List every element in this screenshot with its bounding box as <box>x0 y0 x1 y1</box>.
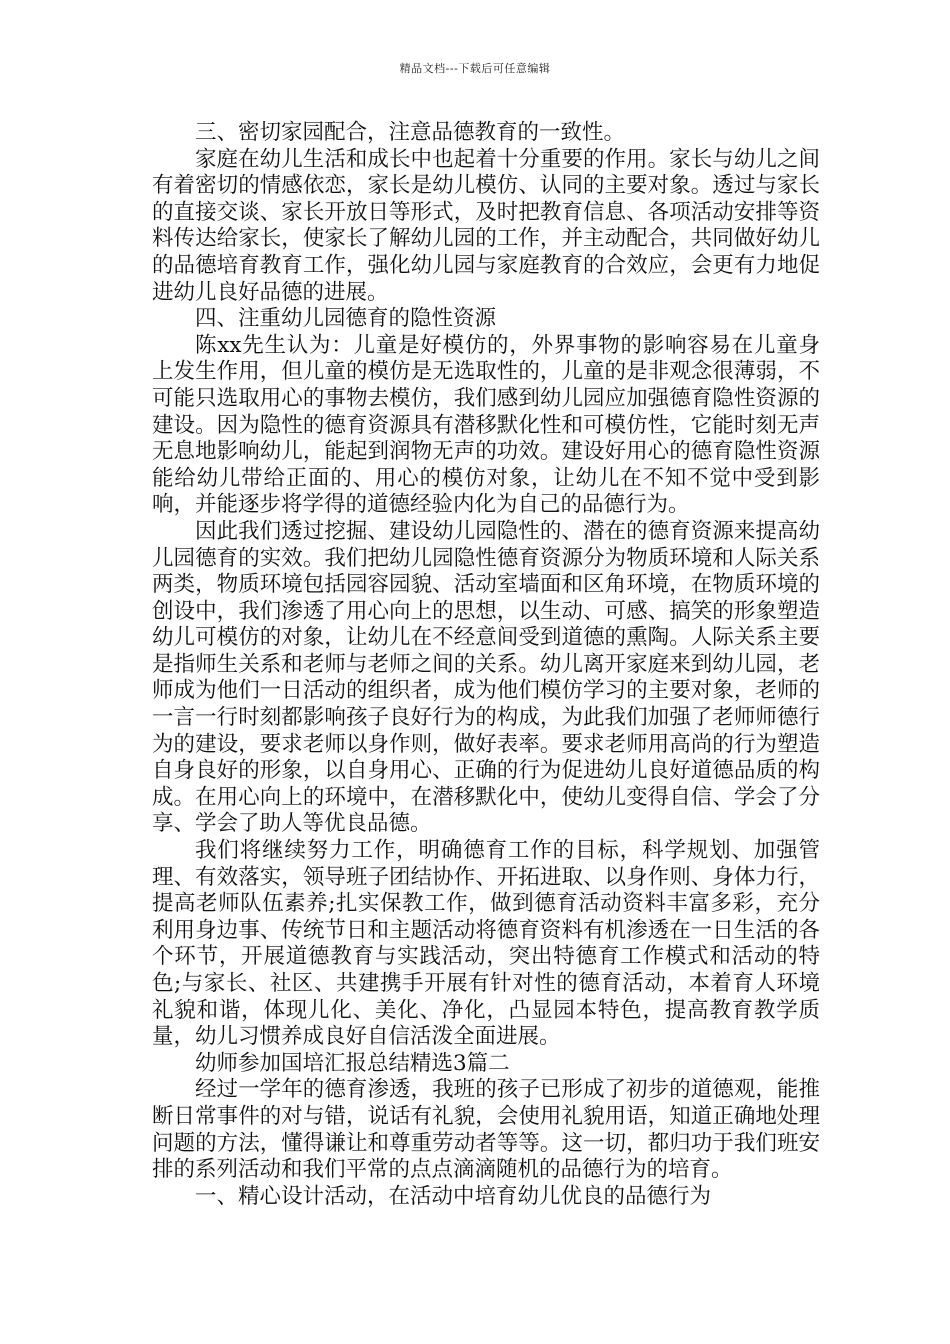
paragraph: 因此我们透过挖掘、建设幼儿园隐性的、潜在的德育资源来提高幼儿园德育的实效。我们把幼儿园隐性德育资源分为物质环境和人际关系两类，物质环境包括园容园貌、活动室墙面和区角环境，在物质环境的创设中，我们渗透了用心向上的思想，以生动、可感、搞笑的形象塑造幼儿可模仿的对象，让幼儿在不经意间受到道德的熏陶。人际关系主要是指师生关系和老师与老师之间的关系。幼儿离开家庭来到幼儿园，老师成为他们一日活动的组织者，成为他们模仿学习的主要对象，老师的一言一行时刻都影响孩子良好行为的构成，为此我们加强了老师师德行为的建设，要求老师以身作则，做好表率。要求老师用高尚的行为塑造自身良好的形象，以自身用心、正确的行为促进幼儿良好道德品质的构成。在用心向上的环境中，在潜移默化中，使幼儿变得自信、学会了分享、学会了助人等优良品德。 <box>152 518 820 837</box>
section-heading-3: 三、密切家园配合，注意品德教育的一致性。 <box>195 120 626 145</box>
section-heading-4: 四、注重幼儿园德育的隐性资源 <box>195 306 497 332</box>
paragraph: 我们将继续努力工作，明确德育工作的目标，科学规划、加强管理、有效落实，领导班子团结协作、开拓进取、以身作则、身体力行，提高老师队伍素养;扎实保教工作，做到德育活动资料丰富多彩，充分利用身边事、传统节日和主题活动将德育资料有机渗透在一日生活的各个环节，开展道德教育与实践活动，突出特德育工作模式和活动的特色;与家长、社区、共建携手开展有针对性的德育活动，本着育人环境礼貌和谐，体现儿化、美化、净化，凸显园本特色，提高教育教学质量，幼儿习惯养成良好自信活泼全面进展。 <box>152 838 820 1050</box>
document-body <box>152 120 820 1210</box>
paragraph: 家庭在幼儿生活和成长中也起着十分重要的作用。家长与幼儿之间有着密切的情感依恋，家长是幼儿模仿、认同的主要对象。透过与家长的直接交谈、家长开放日等形式，及时把教育信息、各项活动安排等资料传达给家长，使家长了解幼儿园的工作，并主动配合，共同做好幼儿的品德培育教育工作，强化幼儿园与家庭教育的合效应，会更有力地促进幼儿良好品德的进展。 <box>152 146 820 305</box>
paragraph: 陈xx先生认为：儿童是好模仿的，外界事物的影响容易在儿童身上发生作用，但儿童的模仿是无选取性的，儿童的是非观念很薄弱，不可能只选取用心的事物去模仿，我们感到幼儿园应加强德育隐性资源的建设。因为隐性的德育资源具有潜移默化性和可模仿性，它能时刻无声无息地影响幼儿，能起到润物无声的功效。建设好用心的德育隐性资源能给幼儿带给正面的、用心的模仿对象，让幼儿在不知不觉中受到影响，并能逐步将学得的道德经验内化为自己的品德行为。 <box>152 332 820 518</box>
paragraph: 经过一学年的德育渗透，我班的孩子已形成了初步的道德观，能推断日常事件的对与错，说话有礼貌，会使用礼貌用语，知道正确地处理问题的方法，懂得谦让和尊重劳动者等等。这一切，都归功于我们班安排的系列活动和我们平常的点点滴滴随机的品德行为的培育。 <box>152 1077 820 1183</box>
section-heading-1: 一、精心设计活动，在活动中培育幼儿优良的品德行为 <box>195 1183 712 1209</box>
page-header: 精品文档---下载后可任意编辑 <box>399 62 551 75</box>
article-subtitle: 幼师参加国培汇报总结精选3篇二 <box>195 1050 510 1076</box>
